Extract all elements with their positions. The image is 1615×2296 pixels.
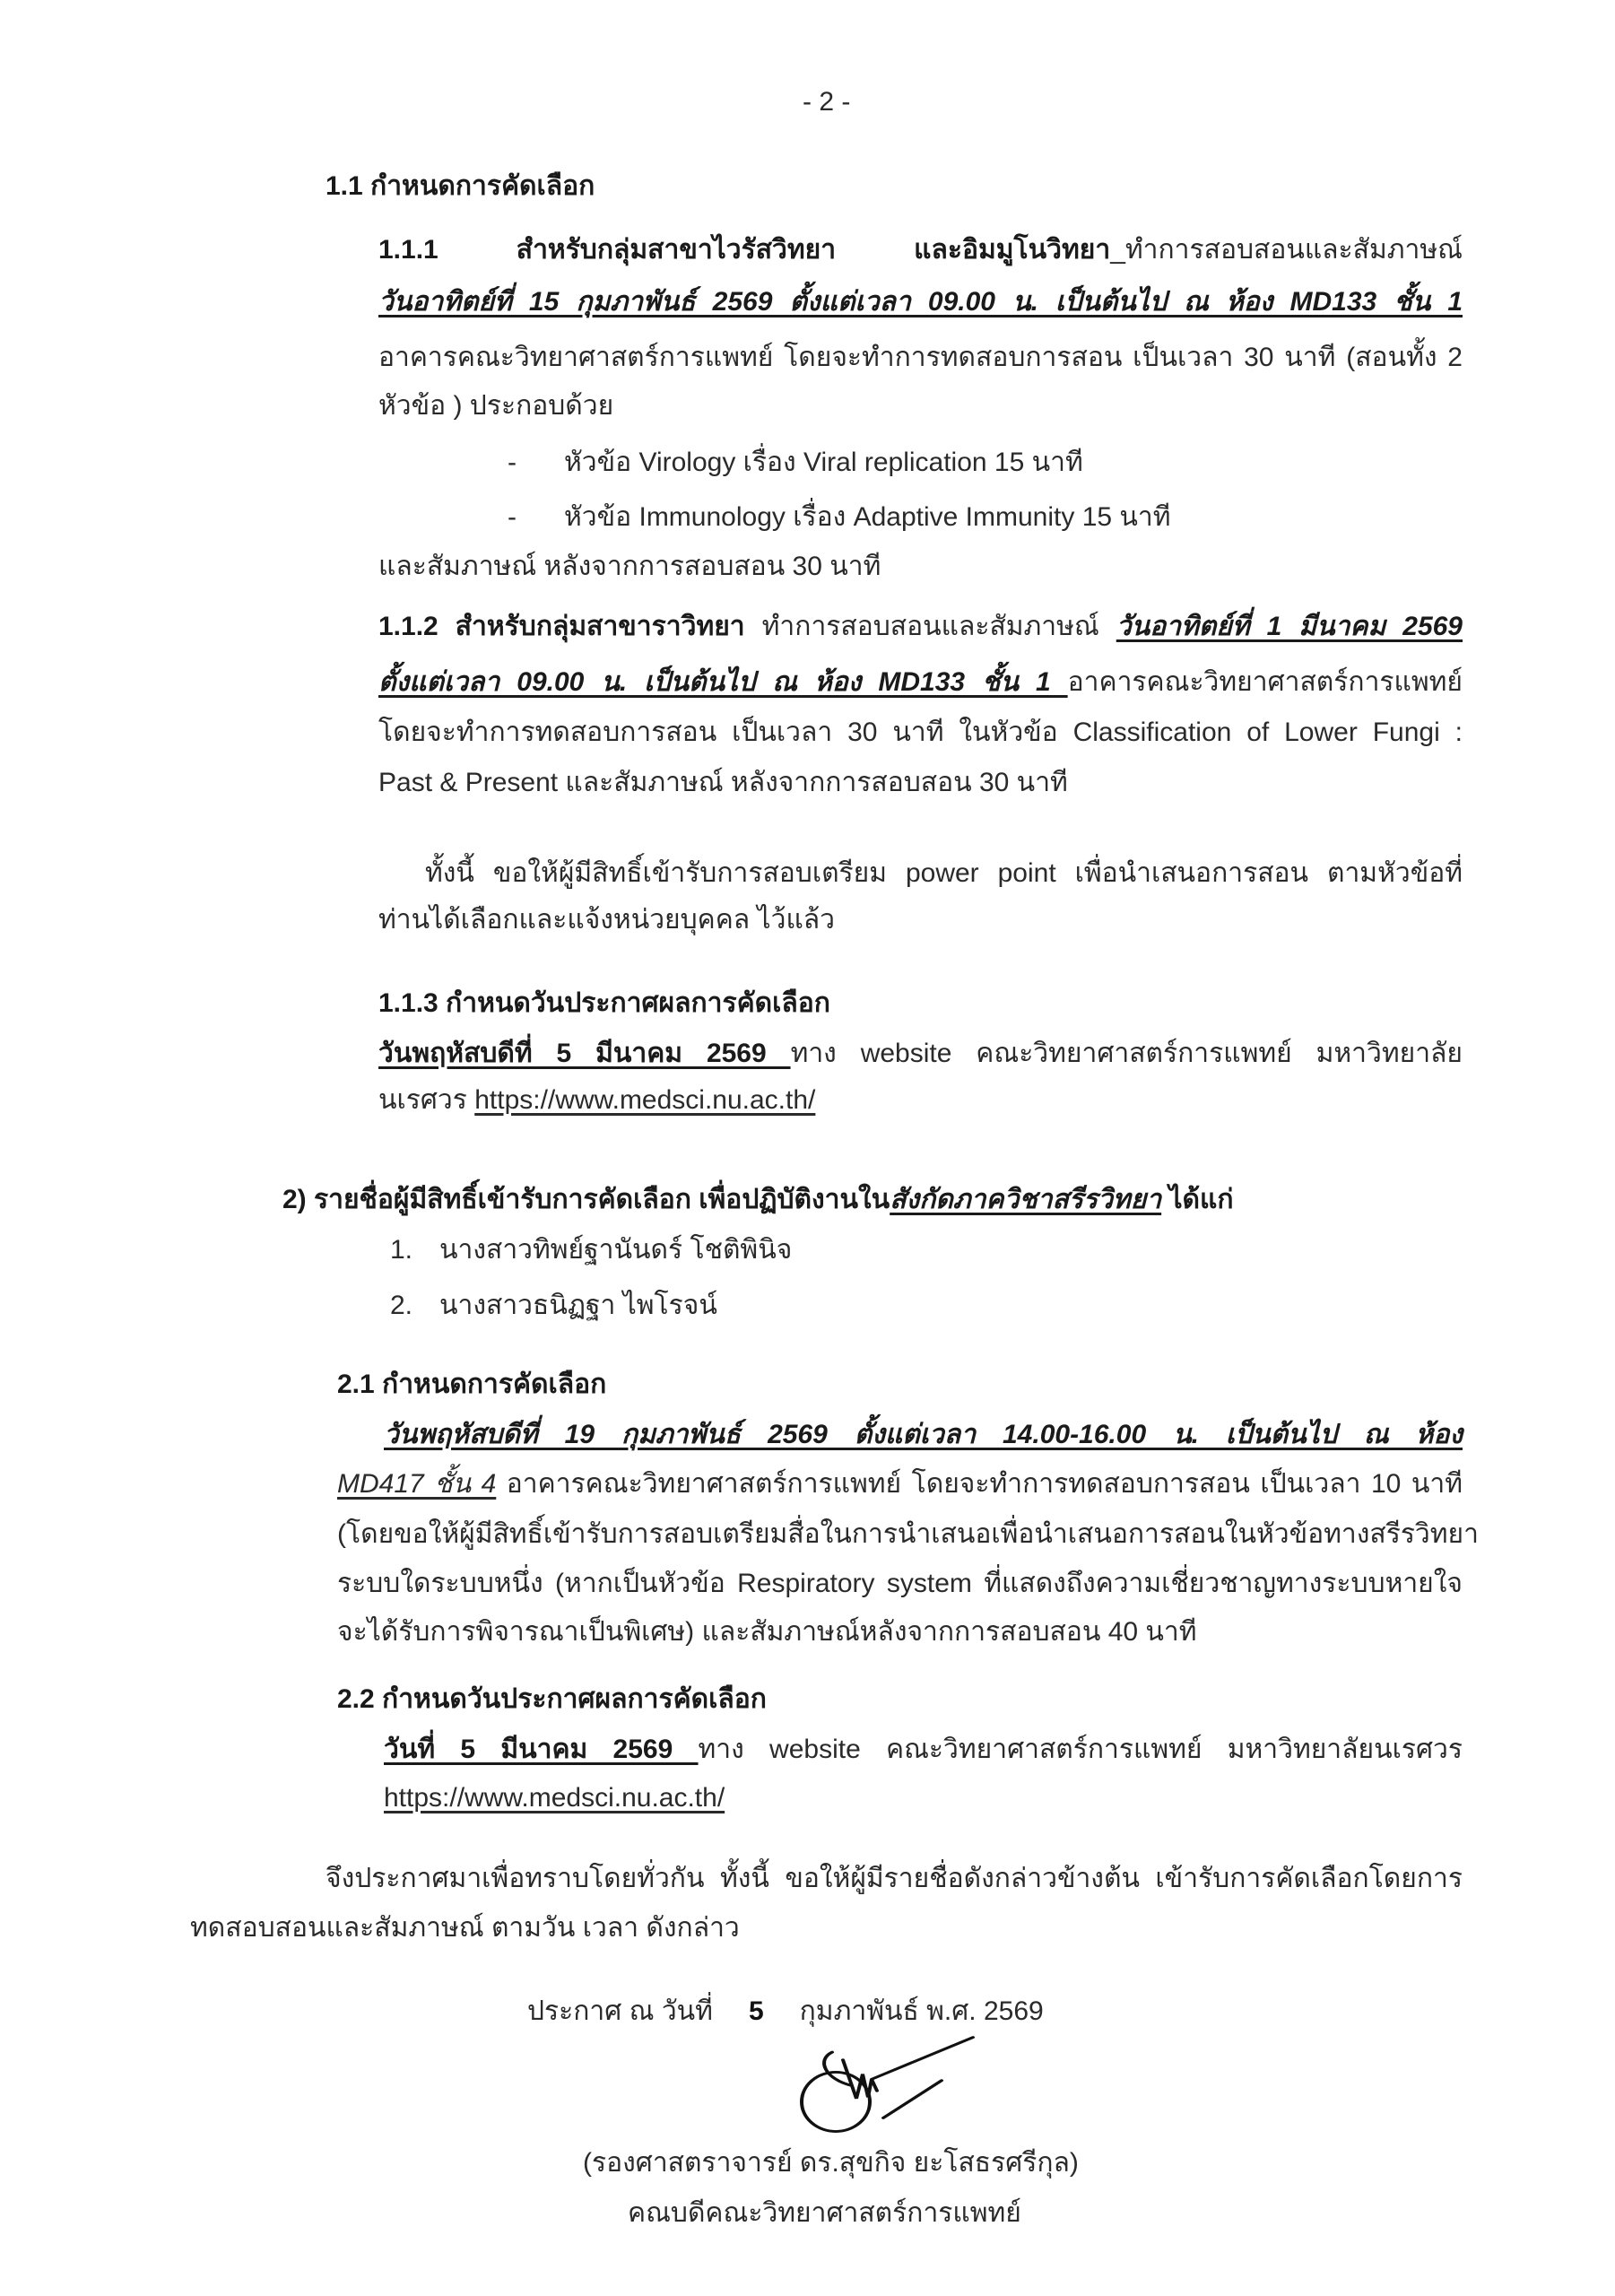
signature (771, 2034, 1040, 2137)
section-1-1-2-title: 1.1.2 สำหรับกลุ่มสาขาราวิทยา (378, 612, 745, 641)
section-2-heading (282, 1182, 1234, 1218)
text: นเรศวร (378, 1085, 475, 1115)
section-1-1-heading: 1.1 กำหนดการคัดเลือก (326, 171, 595, 201)
signatory-name: (รองศาสตราจารย์ ดร.สุขกิจ ยะโสธรศรีกุล) (583, 2148, 1079, 2178)
topic-row (508, 500, 1171, 535)
section-2-1-date: วันพฤหัสบดีที่ 19 กุมภาพันธ์ 2569 ตั้งแต่เวลา 14.00-16.00 น. เป็นต้นไป ณ ห้อง (384, 1420, 1463, 1449)
announce-date-label: ประกาศ ณ วันที่ (527, 1996, 713, 2026)
signatory-position: คณบดีคณะวิทยาศาสตร์การแพทย์ (628, 2198, 1021, 2228)
candidate-row (390, 1232, 792, 1268)
section-2-1-heading: 2.1 กำหนดการคัดเลือก (337, 1370, 607, 1399)
section-1-1-1-date: วันอาทิตย์ที่ 15 กุมภาพันธ์ 2569 ตั้งแต่เวลา 09.00 น. เป็นต้นไป ณ ห้อง MD133 ชั้น 1 (378, 287, 1463, 317)
candidate-row (390, 1288, 717, 1324)
section-1-1-1-title: 1.1.1 สำหรับกลุ่มสาขาไวรัสวิทยา และอิมมูโนวิทยา (378, 235, 1111, 265)
page-number: - 2 - (803, 87, 851, 117)
closing-line-2: ทดสอบสอนและสัมภาษณ์ ตามวัน เวลา ดังกล่าว (190, 1913, 740, 1943)
website-link[interactable]: https://www.medsci.nu.ac.th/ (474, 1085, 816, 1115)
section-1-1-3-line-2 (378, 1083, 815, 1118)
announce-day: 5 (748, 1996, 764, 2026)
topic-dash: - (508, 448, 517, 477)
section-2-2-heading: 2.2 กำหนดวันประกาศผลการคัดเลือก (337, 1684, 767, 1714)
text: ทำการสอบสอนและสัมภาษณ์ (744, 612, 1116, 641)
section-1-1-2-line-2 (378, 665, 1463, 700)
section-1-1-3-date: วันพฤหัสบดีที่ 5 มีนาคม 2569 (378, 1039, 791, 1068)
department: สังกัดภาควิชาสรีรวิทยา (890, 1185, 1162, 1214)
topic-dash: - (508, 502, 517, 532)
section-1-1-1-line-4: หัวข้อ ) ประกอบด้วย (378, 391, 614, 421)
section-2-1-line-4: ระบบใดระบบหนึ่ง (หากเป็นหัวข้อ Respiratory system ที่แสดงถึงความเชี่ยวชาญทางระบบหายใจ (337, 1569, 1463, 1598)
section-2-1-line-5: จะได้รับการพิจารณาเป็นพิเศษ) และสัมภาษณ์หลังจากการสอบสอน 40 นาที (337, 1617, 1197, 1647)
section-1-1-2-time-room: ตั้งแต่เวลา 09.00 น. เป็นต้นไป ณ ห้อง MD133 ชั้น 1 (378, 667, 1068, 697)
section-1-1-3-title: 1.1.3 กำหนดวันประกาศผลการคัดเลือก (378, 988, 830, 1018)
section-1-1-2-line-3: โดยจะทำการทดสอบการสอน เป็นเวลา 30 นาที ในหัวข้อ Classification of Lower Fungi : (378, 718, 1463, 747)
text: _ทำการสอบสอนและสัมภาษณ์ (1110, 235, 1463, 265)
section-1-1-2-line-4: Past & Present และสัมภาษณ์ หลังจากการสอบสอน 30 นาที (378, 768, 1068, 797)
section-1-1-1-line-3: อาคารคณะวิทยาศาสตร์การแพทย์ โดยจะทำการทดสอบการสอน เป็นเวลา 30 นาที (สอนทั้ง 2 (378, 343, 1463, 372)
section-2-2-date: วันที่ 5 มีนาคม 2569 (384, 1735, 699, 1764)
note-line-1: ทั้งนี้ ขอให้ผู้มีสิทธิ์เข้ารับการสอบเตรียม power point เพื่อนำเสนอการสอน ตามหัวข้อที่ (425, 858, 1463, 888)
candidate-name: นางสาวทิพย์ฐานันดร์ โชติพินิจ (439, 1235, 793, 1265)
section-1-1-2-line-1 (378, 609, 1463, 645)
text: ทาง website คณะวิทยาศาสตร์การแพทย์ มหาวิทยาลัยนเรศวร (698, 1735, 1463, 1764)
text: อาคารคณะวิทยาศาสตร์การแพทย์ (1067, 667, 1463, 697)
note-line-2: ท่านได้เลือกและแจ้งหน่วยบุคคล ไว้แล้ว (378, 905, 836, 935)
section-1-1-1-interview: และสัมภาษณ์ หลังจากการสอบสอน 30 นาที (378, 552, 881, 581)
candidate-number: 1. (390, 1235, 413, 1265)
section-1-1-3-line-1 (378, 1036, 1463, 1072)
announce-month-year: กุมภาพันธ์ พ.ศ. 2569 (799, 1996, 1044, 2026)
text: ทาง website คณะวิทยาศาสตร์การแพทย์ มหาวิทยาลัย (790, 1039, 1463, 1068)
section-2-1-line-3: (โดยขอให้ผู้มีสิทธิ์เข้ารับการสอบเตรียมสื่อในการนำเสนอเพื่อนำเสนอการสอนในหัวข้อทางสรีรวิทยา (337, 1519, 1479, 1549)
section-2-1-line-2 (337, 1466, 1463, 1502)
text: อาคารคณะวิทยาศาสตร์การแพทย์ โดยจะทำการทดสอบการสอน เป็นเวลา 10 นาที (496, 1469, 1463, 1499)
text: 2) รายชื่อผู้มีสิทธิ์เข้ารับการคัดเลือก เพื่อปฏิบัติงานใน (282, 1185, 890, 1214)
candidate-name: นางสาวธนิฏฐา ไพโรจน์ (439, 1291, 717, 1320)
topic-row (508, 445, 1083, 481)
text: ได้แก่ (1161, 1185, 1234, 1214)
section-1-1-1-line-1 (378, 232, 1463, 268)
section-2-2-line-1 (384, 1732, 1463, 1768)
announce-line (527, 1994, 1044, 2030)
website-link[interactable]: https://www.medsci.nu.ac.th/ (384, 1783, 725, 1813)
section-2-1-room: MD417 ชั้น 4 (337, 1469, 497, 1499)
closing-line-1: จึงประกาศมาเพื่อทราบโดยทั่วกัน ทั้งนี้ ขอให้ผู้มีรายชื่อดังกล่าวข้างต้น เข้ารับการคัดเลือกโดยการ (326, 1864, 1463, 1893)
topic-item: หัวข้อ Virology เรื่อง Viral replication 15 นาที (564, 448, 1083, 477)
candidate-number: 2. (390, 1291, 413, 1320)
topic-item: หัวข้อ Immunology เรื่อง Adaptive Immunity 15 นาที (564, 502, 1171, 532)
section-1-1-2-date: วันอาทิตย์ที่ 1 มีนาคม 2569 (1116, 612, 1463, 641)
